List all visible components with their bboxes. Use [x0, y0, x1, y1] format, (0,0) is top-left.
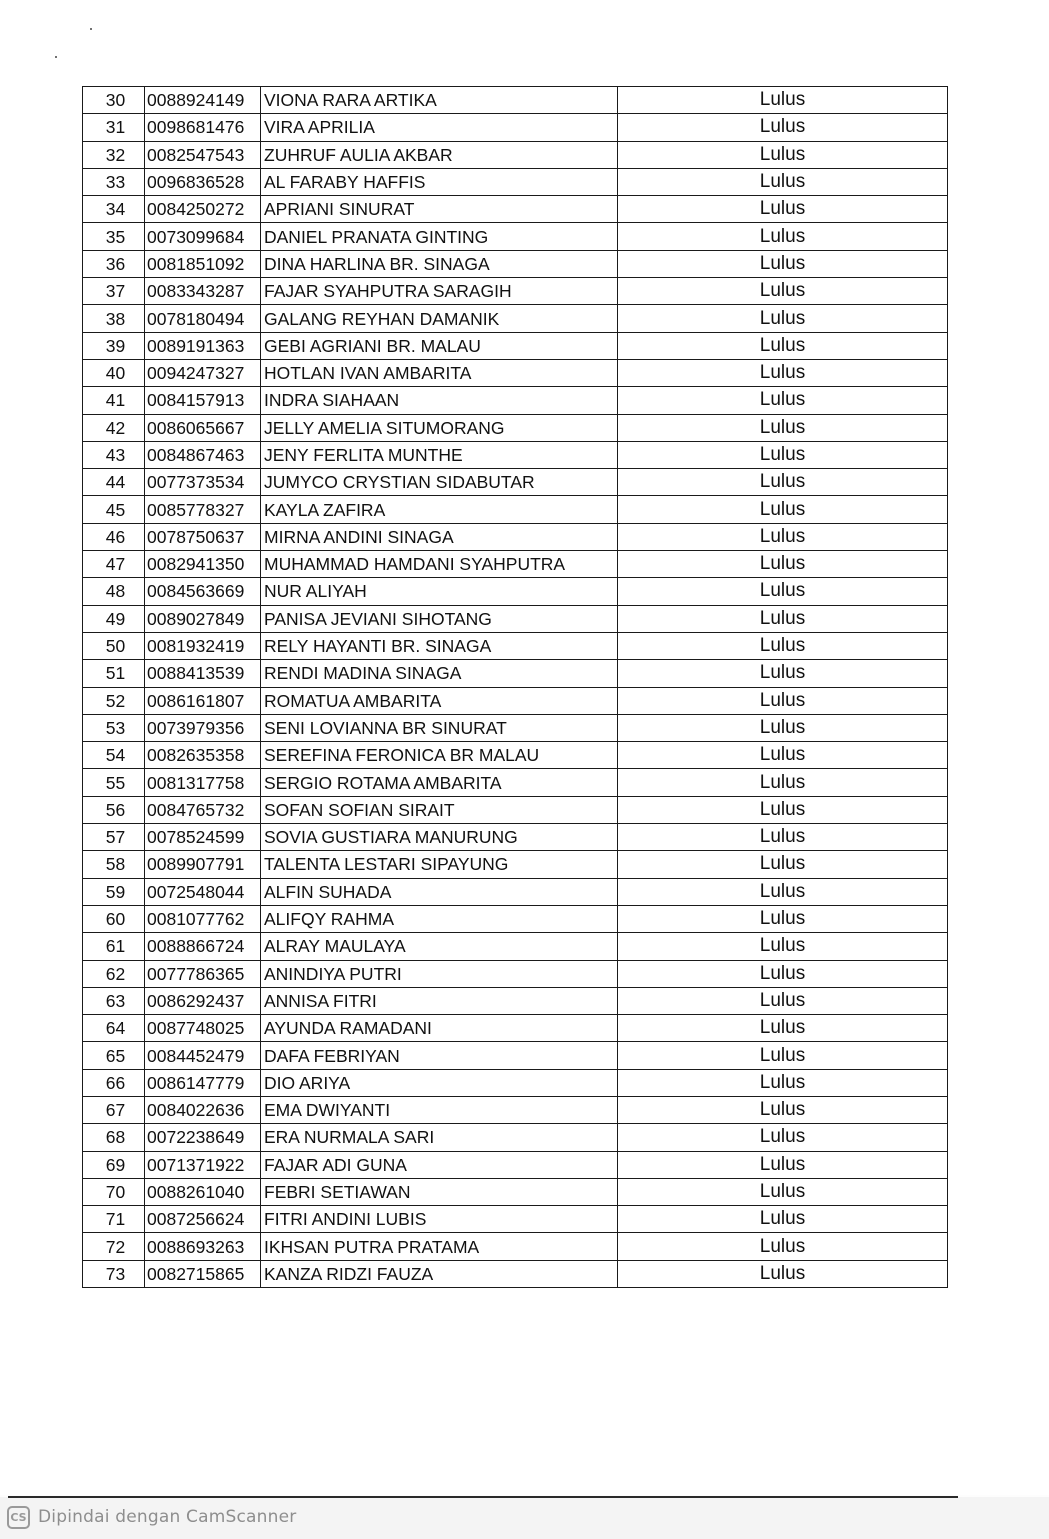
table-row — [83, 250, 948, 277]
row-number: 66 — [83, 1069, 145, 1096]
status-cell: Lulus — [618, 905, 948, 932]
graduation-results-table — [82, 86, 948, 1288]
table-row — [83, 1206, 948, 1233]
row-number: 58 — [83, 851, 145, 878]
table-row — [83, 769, 948, 796]
row-number: 42 — [83, 414, 145, 441]
table-row — [83, 278, 948, 305]
table-row — [83, 1096, 948, 1123]
table-row — [83, 878, 948, 905]
row-number: 32 — [83, 141, 145, 168]
student-name-cell: JENY FERLITA MUNTHE — [261, 441, 618, 468]
status-cell: Lulus — [618, 1178, 948, 1205]
nisn-cell: 0086147779 — [145, 1069, 261, 1096]
row-number: 50 — [83, 632, 145, 659]
row-number: 69 — [83, 1151, 145, 1178]
scan-speck — [55, 56, 57, 58]
nisn-cell: 0088924149 — [145, 87, 261, 114]
status-cell: Lulus — [618, 605, 948, 632]
status-cell: Lulus — [618, 578, 948, 605]
nisn-cell: 0085778327 — [145, 496, 261, 523]
student-name-cell: DIO ARIYA — [261, 1069, 618, 1096]
row-number: 67 — [83, 1096, 145, 1123]
nisn-cell: 0082715865 — [145, 1260, 261, 1287]
nisn-cell: 0084157913 — [145, 387, 261, 414]
row-number: 44 — [83, 469, 145, 496]
table-row — [83, 114, 948, 141]
row-number: 45 — [83, 496, 145, 523]
table-row — [83, 632, 948, 659]
row-number: 30 — [83, 87, 145, 114]
table-row — [83, 742, 948, 769]
row-number: 64 — [83, 1015, 145, 1042]
status-cell: Lulus — [618, 387, 948, 414]
nisn-cell: 0084250272 — [145, 196, 261, 223]
status-cell: Lulus — [618, 824, 948, 851]
scan-speck — [90, 28, 92, 30]
row-number: 37 — [83, 278, 145, 305]
status-cell: Lulus — [618, 987, 948, 1014]
row-number: 41 — [83, 387, 145, 414]
table-row — [83, 987, 948, 1014]
nisn-cell: 0084563669 — [145, 578, 261, 605]
row-number: 54 — [83, 742, 145, 769]
student-name-cell: SERGIO ROTAMA AMBARITA — [261, 769, 618, 796]
nisn-cell: 0086161807 — [145, 687, 261, 714]
nisn-cell: 0078750637 — [145, 523, 261, 550]
status-cell: Lulus — [618, 933, 948, 960]
row-number: 47 — [83, 551, 145, 578]
student-name-cell: FITRI ANDINI LUBIS — [261, 1206, 618, 1233]
table-row — [83, 605, 948, 632]
table-row — [83, 1015, 948, 1042]
student-name-cell: JUMYCO CRYSTIAN SIDABUTAR — [261, 469, 618, 496]
status-cell: Lulus — [618, 960, 948, 987]
student-name-cell: SOFAN SOFIAN SIRAIT — [261, 796, 618, 823]
student-name-cell: MIRNA ANDINI SINAGA — [261, 523, 618, 550]
row-number: 71 — [83, 1206, 145, 1233]
row-number: 48 — [83, 578, 145, 605]
row-number: 65 — [83, 1042, 145, 1069]
nisn-cell: 0086065667 — [145, 414, 261, 441]
status-cell: Lulus — [618, 114, 948, 141]
status-cell: Lulus — [618, 87, 948, 114]
row-number: 36 — [83, 250, 145, 277]
status-cell: Lulus — [618, 878, 948, 905]
nisn-cell: 0088261040 — [145, 1178, 261, 1205]
status-cell: Lulus — [618, 141, 948, 168]
table-row — [83, 223, 948, 250]
table-row — [83, 1124, 948, 1151]
nisn-cell: 0084867463 — [145, 441, 261, 468]
row-number: 68 — [83, 1124, 145, 1151]
nisn-cell: 0084452479 — [145, 1042, 261, 1069]
nisn-cell: 0081932419 — [145, 632, 261, 659]
row-number: 70 — [83, 1178, 145, 1205]
status-cell: Lulus — [618, 223, 948, 250]
status-cell: Lulus — [618, 714, 948, 741]
status-cell: Lulus — [618, 359, 948, 386]
student-name-cell: EMA DWIYANTI — [261, 1096, 618, 1123]
student-name-cell: SEREFINA FERONICA BR MALAU — [261, 742, 618, 769]
table-row — [83, 551, 948, 578]
status-cell: Lulus — [618, 1124, 948, 1151]
status-cell: Lulus — [618, 742, 948, 769]
nisn-cell: 0078180494 — [145, 305, 261, 332]
student-name-cell: DINA HARLINA BR. SINAGA — [261, 250, 618, 277]
status-cell: Lulus — [618, 441, 948, 468]
nisn-cell: 0077786365 — [145, 960, 261, 987]
status-cell: Lulus — [618, 305, 948, 332]
table-row — [83, 523, 948, 550]
student-name-cell: VIONA RARA ARTIKA — [261, 87, 618, 114]
student-name-cell: ZUHRUF AULIA AKBAR — [261, 141, 618, 168]
table-row — [83, 824, 948, 851]
table-row — [83, 1178, 948, 1205]
student-name-cell: ALIFQY RAHMA — [261, 905, 618, 932]
table-row — [83, 168, 948, 195]
student-name-cell: DANIEL PRANATA GINTING — [261, 223, 618, 250]
table-row — [83, 1042, 948, 1069]
student-name-cell: ERA NURMALA SARI — [261, 1124, 618, 1151]
student-name-cell: DAFA FEBRIYAN — [261, 1042, 618, 1069]
nisn-cell: 0087256624 — [145, 1206, 261, 1233]
table-row — [83, 960, 948, 987]
row-number: 61 — [83, 933, 145, 960]
nisn-cell: 0088866724 — [145, 933, 261, 960]
table-row — [83, 496, 948, 523]
table-row — [83, 305, 948, 332]
row-number: 38 — [83, 305, 145, 332]
row-number: 55 — [83, 769, 145, 796]
status-cell: Lulus — [618, 551, 948, 578]
row-number: 33 — [83, 168, 145, 195]
row-number: 62 — [83, 960, 145, 987]
nisn-cell: 0081077762 — [145, 905, 261, 932]
nisn-cell: 0072238649 — [145, 1124, 261, 1151]
student-name-cell: RENDI MADINA SINAGA — [261, 660, 618, 687]
nisn-cell: 0086292437 — [145, 987, 261, 1014]
nisn-cell: 0082547543 — [145, 141, 261, 168]
row-number: 35 — [83, 223, 145, 250]
status-cell: Lulus — [618, 851, 948, 878]
nisn-cell: 0088413539 — [145, 660, 261, 687]
nisn-cell: 0096836528 — [145, 168, 261, 195]
nisn-cell: 0094247327 — [145, 359, 261, 386]
student-name-cell: SOVIA GUSTIARA MANURUNG — [261, 824, 618, 851]
nisn-cell: 0082635358 — [145, 742, 261, 769]
nisn-cell: 0087748025 — [145, 1015, 261, 1042]
row-number: 57 — [83, 824, 145, 851]
nisn-cell: 0089907791 — [145, 851, 261, 878]
student-name-cell: MUHAMMAD HAMDANI SYAHPUTRA — [261, 551, 618, 578]
status-cell: Lulus — [618, 332, 948, 359]
student-name-cell: SENI LOVIANNA BR SINURAT — [261, 714, 618, 741]
row-number: 51 — [83, 660, 145, 687]
footer-divider — [8, 1496, 958, 1498]
nisn-cell: 0073979356 — [145, 714, 261, 741]
nisn-cell: 0084765732 — [145, 796, 261, 823]
student-name-cell: TALENTA LESTARI SIPAYUNG — [261, 851, 618, 878]
nisn-cell: 0098681476 — [145, 114, 261, 141]
status-cell: Lulus — [618, 632, 948, 659]
table-row — [83, 387, 948, 414]
table-row — [83, 1260, 948, 1287]
table-row — [83, 796, 948, 823]
student-name-cell: FAJAR SYAHPUTRA SARAGIH — [261, 278, 618, 305]
table-row — [83, 1233, 948, 1260]
student-name-cell: JELLY AMELIA SITUMORANG — [261, 414, 618, 441]
nisn-cell: 0084022636 — [145, 1096, 261, 1123]
row-number: 53 — [83, 714, 145, 741]
nisn-cell: 0081317758 — [145, 769, 261, 796]
row-number: 60 — [83, 905, 145, 932]
nisn-cell: 0072548044 — [145, 878, 261, 905]
table-row — [83, 933, 948, 960]
student-name-cell: ALRAY MAULAYA — [261, 933, 618, 960]
status-cell: Lulus — [618, 196, 948, 223]
nisn-cell: 0082941350 — [145, 551, 261, 578]
table-row — [83, 469, 948, 496]
status-cell: Lulus — [618, 660, 948, 687]
status-cell: Lulus — [618, 687, 948, 714]
row-number: 73 — [83, 1260, 145, 1287]
status-cell: Lulus — [618, 469, 948, 496]
table-row — [83, 578, 948, 605]
row-number: 40 — [83, 359, 145, 386]
row-number: 46 — [83, 523, 145, 550]
status-cell: Lulus — [618, 769, 948, 796]
row-number: 34 — [83, 196, 145, 223]
nisn-cell: 0083343287 — [145, 278, 261, 305]
table-row — [83, 714, 948, 741]
table-row — [83, 87, 948, 114]
status-cell: Lulus — [618, 414, 948, 441]
status-cell: Lulus — [618, 250, 948, 277]
table-row — [83, 687, 948, 714]
nisn-cell: 0078524599 — [145, 824, 261, 851]
camscanner-logo-icon: CS — [7, 1506, 30, 1529]
nisn-cell: 0073099684 — [145, 223, 261, 250]
status-cell: Lulus — [618, 1015, 948, 1042]
nisn-cell: 0081851092 — [145, 250, 261, 277]
table-row — [83, 905, 948, 932]
nisn-cell: 0088693263 — [145, 1233, 261, 1260]
table-row — [83, 359, 948, 386]
row-number: 63 — [83, 987, 145, 1014]
table-row — [83, 851, 948, 878]
status-cell: Lulus — [618, 1096, 948, 1123]
row-number: 39 — [83, 332, 145, 359]
student-name-cell: INDRA SIAHAAN — [261, 387, 618, 414]
status-cell: Lulus — [618, 1206, 948, 1233]
table-row — [83, 660, 948, 687]
row-number: 52 — [83, 687, 145, 714]
status-cell: Lulus — [618, 1069, 948, 1096]
student-name-cell: GALANG REYHAN DAMANIK — [261, 305, 618, 332]
row-number: 56 — [83, 796, 145, 823]
row-number: 31 — [83, 114, 145, 141]
table-row — [83, 1069, 948, 1096]
nisn-cell: 0071371922 — [145, 1151, 261, 1178]
table-row — [83, 414, 948, 441]
row-number: 72 — [83, 1233, 145, 1260]
row-number: 43 — [83, 441, 145, 468]
student-name-cell: NUR ALIYAH — [261, 578, 618, 605]
status-cell: Lulus — [618, 1233, 948, 1260]
table-row — [83, 332, 948, 359]
nisn-cell: 0089027849 — [145, 605, 261, 632]
student-name-cell: RELY HAYANTI BR. SINAGA — [261, 632, 618, 659]
row-number: 59 — [83, 878, 145, 905]
status-cell: Lulus — [618, 168, 948, 195]
results-table-body — [83, 87, 948, 1288]
student-name-cell: KAYLA ZAFIRA — [261, 496, 618, 523]
student-name-cell: FAJAR ADI GUNA — [261, 1151, 618, 1178]
table-row — [83, 441, 948, 468]
camscanner-watermark-text: Dipindai dengan CamScanner — [38, 1507, 297, 1527]
student-name-cell: PANISA JEVIANI SIHOTANG — [261, 605, 618, 632]
status-cell: Lulus — [618, 1260, 948, 1287]
student-name-cell: AYUNDA RAMADANI — [261, 1015, 618, 1042]
nisn-cell: 0089191363 — [145, 332, 261, 359]
status-cell: Lulus — [618, 523, 948, 550]
table-row — [83, 196, 948, 223]
student-name-cell: KANZA RIDZI FAUZA — [261, 1260, 618, 1287]
student-name-cell: IKHSAN PUTRA PRATAMA — [261, 1233, 618, 1260]
student-name-cell: ANNISA FITRI — [261, 987, 618, 1014]
student-name-cell: HOTLAN IVAN AMBARITA — [261, 359, 618, 386]
student-name-cell: VIRA APRILIA — [261, 114, 618, 141]
status-cell: Lulus — [618, 278, 948, 305]
student-name-cell: ANINDIYA PUTRI — [261, 960, 618, 987]
status-cell: Lulus — [618, 496, 948, 523]
student-name-cell: FEBRI SETIAWAN — [261, 1178, 618, 1205]
student-name-cell: APRIANI SINURAT — [261, 196, 618, 223]
status-cell: Lulus — [618, 796, 948, 823]
student-name-cell: GEBI AGRIANI BR. MALAU — [261, 332, 618, 359]
status-cell: Lulus — [618, 1151, 948, 1178]
student-name-cell: AL FARABY HAFFIS — [261, 168, 618, 195]
student-name-cell: ROMATUA AMBARITA — [261, 687, 618, 714]
row-number: 49 — [83, 605, 145, 632]
nisn-cell: 0077373534 — [145, 469, 261, 496]
status-cell: Lulus — [618, 1042, 948, 1069]
student-name-cell: ALFIN SUHADA — [261, 878, 618, 905]
table-row — [83, 1151, 948, 1178]
table-row — [83, 141, 948, 168]
